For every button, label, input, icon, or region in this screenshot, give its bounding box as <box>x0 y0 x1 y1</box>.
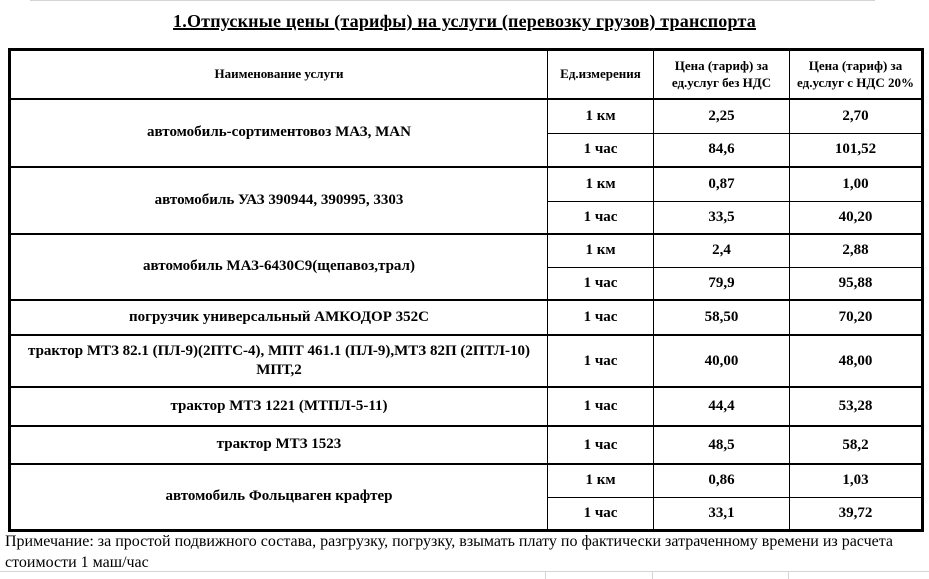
price-vat-cell: 48,00 <box>790 335 923 387</box>
table-row <box>10 426 923 464</box>
price-no-vat-cell: 33,5 <box>654 201 790 234</box>
service-name-cell: автомобиль-сортиментовоз МАЗ, MAN <box>10 99 548 167</box>
unit-cell: 1 км <box>548 167 654 201</box>
unit-cell: 1 км <box>548 99 654 133</box>
tariff-table-header <box>10 50 923 100</box>
price-vat-cell: 2,88 <box>790 234 923 267</box>
price-vat-cell: 40,20 <box>790 201 923 234</box>
unit-cell: 1 км <box>548 234 654 267</box>
spreadsheet-gridline <box>545 571 546 579</box>
service-name-cell: трактор МТЗ 1221 (МТПЛ-5-11) <box>10 387 548 426</box>
price-no-vat-cell: 58,50 <box>654 300 790 335</box>
price-no-vat-cell: 84,6 <box>654 133 790 167</box>
unit-cell: 1 час <box>548 426 654 464</box>
table-row <box>10 387 923 426</box>
unit-cell: 1 час <box>548 267 654 300</box>
table-row <box>10 167 923 201</box>
price-vat-cell: 58,2 <box>790 426 923 464</box>
header-service-name: Наименование услуги <box>10 50 548 100</box>
header-row <box>10 50 923 100</box>
table-row <box>10 300 923 335</box>
price-vat-cell: 1,00 <box>790 167 923 201</box>
tariff-table-body <box>10 99 923 530</box>
price-no-vat-cell: 33,1 <box>654 497 790 530</box>
header-price-no-vat: Цена (тариф) за ед.услуг без НДС <box>654 50 790 100</box>
header-unit: Ед.измерения <box>548 50 654 100</box>
service-name-cell: автомобиль УАЗ 390944, 390995, 3303 <box>10 167 548 234</box>
price-no-vat-cell: 48,5 <box>654 426 790 464</box>
price-vat-cell: 1,03 <box>790 464 923 497</box>
spreadsheet-gridline <box>652 571 653 579</box>
price-no-vat-cell: 0,87 <box>654 167 790 201</box>
table-row <box>10 464 923 497</box>
header-price-vat: Цена (тариф) за ед.услуг с НДС 20% <box>790 50 923 100</box>
price-vat-cell: 95,88 <box>790 267 923 300</box>
unit-cell: 1 час <box>548 201 654 234</box>
unit-cell: 1 час <box>548 335 654 387</box>
spreadsheet-gridline <box>0 571 929 572</box>
price-vat-cell: 101,52 <box>790 133 923 167</box>
spreadsheet-gridline <box>788 571 789 579</box>
price-no-vat-cell: 0,86 <box>654 464 790 497</box>
price-no-vat-cell: 79,9 <box>654 267 790 300</box>
price-vat-cell: 39,72 <box>790 497 923 530</box>
note: Примечание: за простой подвижного состава, разгрузку, погрузку, взымать плату по фактически затраченному времени из расчета стоимости 1 маш/час <box>5 533 894 571</box>
service-name-cell: трактор МТЗ 82.1 (ПЛ-9)(2ПТС-4), МПТ 461.1 (ПЛ-9),МТЗ 82П (2ПТЛ-10) МПТ,2 <box>10 335 548 387</box>
service-name-cell: автомобиль МАЗ-6430С9(щепавоз,трал) <box>10 234 548 300</box>
price-vat-cell: 70,20 <box>790 300 923 335</box>
spreadsheet-gridline <box>30 0 875 1</box>
price-vat-cell: 53,28 <box>790 387 923 426</box>
unit-cell: 1 км <box>548 464 654 497</box>
unit-cell: 1 час <box>548 300 654 335</box>
price-no-vat-cell: 40,00 <box>654 335 790 387</box>
unit-cell: 1 час <box>548 497 654 530</box>
price-vat-cell: 2,70 <box>790 99 923 133</box>
service-name-cell: автомобиль Фольцваген крафтер <box>10 464 548 530</box>
tariff-table <box>8 48 924 532</box>
price-no-vat-cell: 2,4 <box>654 234 790 267</box>
price-no-vat-cell: 2,25 <box>654 99 790 133</box>
service-name-cell: погрузчик универсальный АМКОДОР 352С <box>10 300 548 335</box>
table-row <box>10 234 923 267</box>
service-name-cell: трактор МТЗ 1523 <box>10 426 548 464</box>
table-row <box>10 335 923 387</box>
unit-cell: 1 час <box>548 387 654 426</box>
table-row <box>10 99 923 133</box>
price-no-vat-cell: 44,4 <box>654 387 790 426</box>
page-title: 1.Отпускные цены (тарифы) на услуги (перевозку грузов) транспорта <box>173 11 756 31</box>
unit-cell: 1 час <box>548 133 654 167</box>
